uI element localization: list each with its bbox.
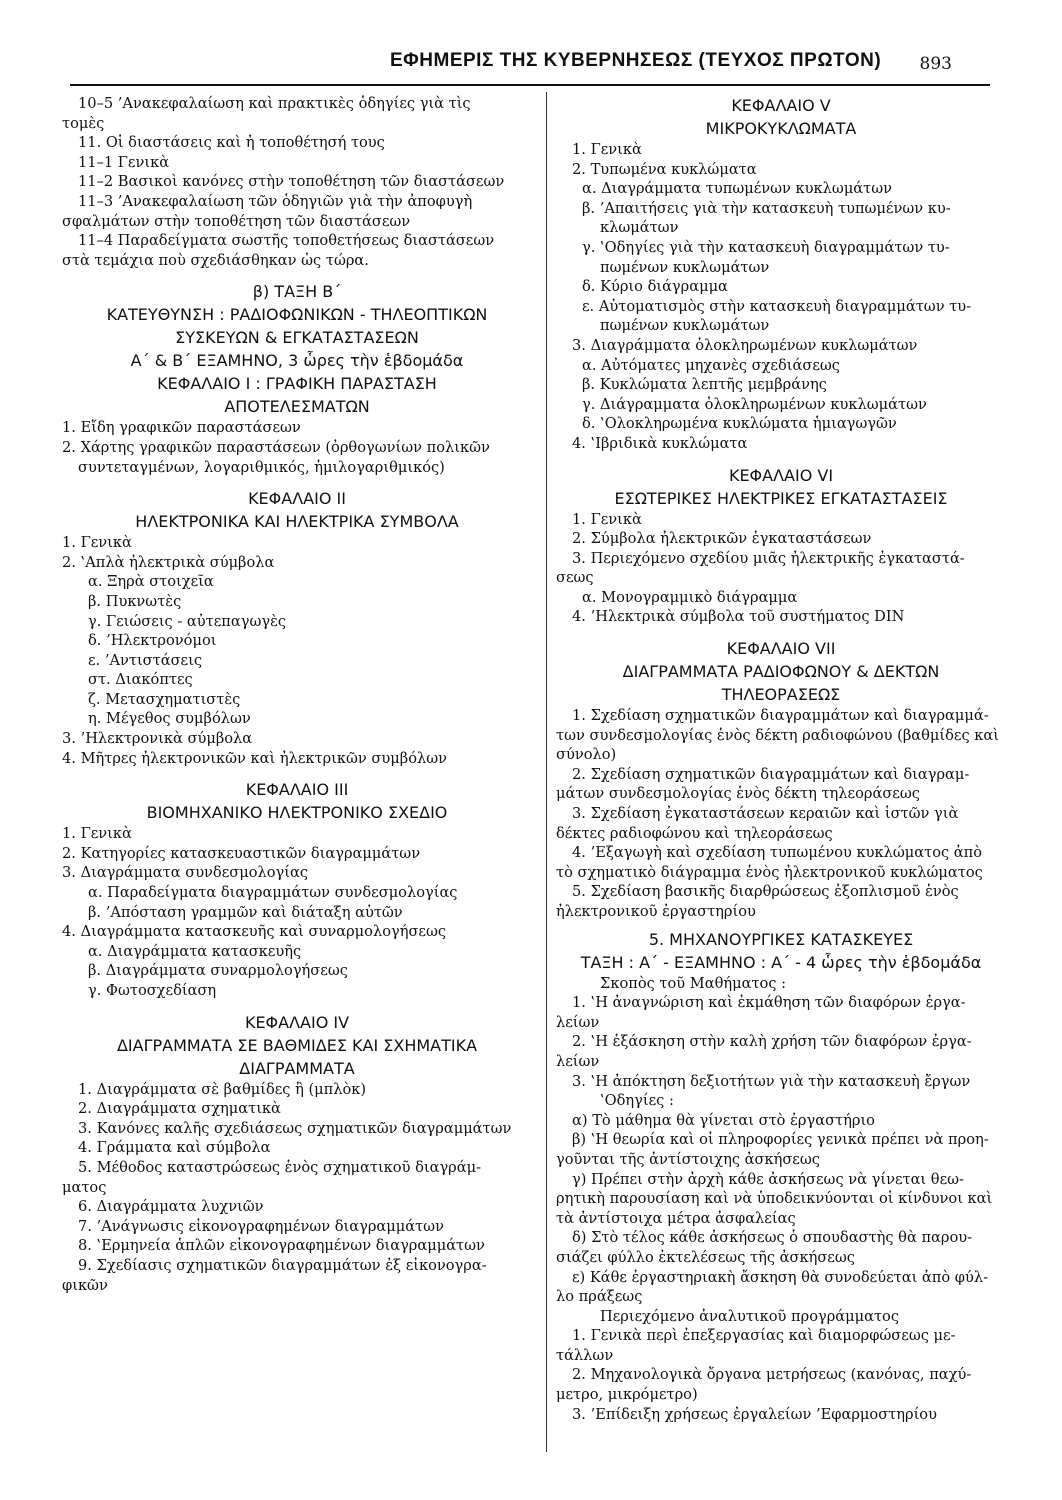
text-line: 9. Σχεδίασις σχηματικῶν διαγραμμάτων ἐξ εἰκονογρα- xyxy=(78,1256,487,1274)
text-line: α. Αὐτόματες μηχανὲς σχεδιάσεως xyxy=(582,356,840,374)
text-line: 1. Γενικὰ xyxy=(62,825,132,843)
section-heading: ΚΑΤΕΥΘΥΝΣΗ : ΡΑΔΙΟΦΩΝΙΚΩΝ - ΤΗΛΕΟΠΤΙΚΩΝ xyxy=(106,305,488,325)
text-line: σιάζει φύλλο ἐκτελέσεως τῆς ἀσκήσεως xyxy=(556,1248,855,1266)
text-line: 3. Περιεχόμενο σχεδίου μιᾶς ἠλεκτρικῆς ἐγκαταστά- xyxy=(572,549,965,567)
text-line: δέκτες ραδιοφώνου καὶ τηλεοράσεως xyxy=(556,824,833,842)
text-line: 1. Εἴδη γραφικῶν παραστάσεων xyxy=(62,419,301,437)
text-line: 3. ‛Η ἀπόκτηση δεξιοτήτων γιὰ τὴν κατασκευὴ ἔργων xyxy=(572,1072,971,1090)
section-heading: ΚΕΦΑΛΑΙΟ V xyxy=(731,96,831,115)
text-line: 10–5 ’Ανακεφαλαίωση καὶ πρακτικὲς ὁδηγίες γιὰ τὶς xyxy=(78,95,471,112)
section-heading: β) ΤΑΞΗ Β΄ xyxy=(252,282,342,302)
text-line: α. Ξηρὰ στοιχεῖα xyxy=(88,573,214,591)
text-line: σφαλμάτων στὴν τοποθέτηση τῶν διαστάσεων xyxy=(62,212,411,230)
page-number: 893 xyxy=(919,54,952,74)
spacer xyxy=(556,627,1006,637)
text-line: 2. ‛Απλὰ ἠλεκτρικὰ σύμβολα xyxy=(62,553,275,571)
text-line: 2. Σχεδίαση σχηματικῶν διαγραμμάτων καὶ διαγραμ- xyxy=(572,765,970,783)
text-line: 2. ‛Η ἐξάσκηση στὴν καλὴ χρήση τῶν διαφόρων ἐργα- xyxy=(572,1033,972,1051)
section-heading: Α΄ & Β΄ ΕΞΑΜΗΝΟ, 3 ὧρες τὴν ἑβδομάδα xyxy=(130,351,464,371)
text-line: στὰ τεμάχια ποὺ σχεδιάσθηκαν ὡς τώρα. xyxy=(62,251,369,269)
text-line: η. Μέγεθος συμβόλων xyxy=(88,710,251,728)
text-line: 4. Μῆτρες ἠλεκτρονικῶν καὶ ἠλεκτρικῶν συμβόλων xyxy=(62,749,447,767)
text-line: σεως xyxy=(556,569,594,587)
section-heading: ΜΙΚΡΟΚΥΚΛΩΜΑΤΑ xyxy=(705,119,857,138)
text-line: 1. ‛Η ἀναγνώριση καὶ ἐκμάθηση τῶν διαφόρων ἐργα- xyxy=(572,994,966,1012)
section-heading: ΚΕΦΑΛΑΙΟ ΙV xyxy=(244,1012,350,1032)
text-line: β) ‛Η θεωρία καὶ οἱ πληροφορίες γενικὰ πρέπει νὰ προη- xyxy=(572,1131,989,1149)
text-line: τομὲς xyxy=(62,114,105,132)
text-line: 11. Οἱ διαστάσεις καὶ ἡ τοποθέτησή τους xyxy=(78,134,385,152)
text-line: 2. Σύμβολα ἠλεκτρικῶν ἐγκαταστάσεων xyxy=(572,530,872,548)
text-line: τάλλων xyxy=(556,1346,614,1364)
text-line: ‛Οδηγίες : xyxy=(600,1092,674,1110)
text-line: γ. Γειώσεις - αὐτεπαγωγὲς xyxy=(88,612,287,630)
text-line: 2. Διαγράμματα σχηματικὰ xyxy=(78,1100,281,1118)
section-heading: ΚΕΦΑΛΑΙΟ ΙΙΙ xyxy=(245,780,349,800)
text-line: ζ. Μετασχηματιστὲς xyxy=(88,690,241,708)
section-heading: ΚΕΦΑΛΑΙΟ VI xyxy=(728,465,834,485)
text-line: δ. Κύριο διάγραμμα xyxy=(582,278,728,296)
section-heading: ΚΕΦΑΛΑΙΟ ΙΙ xyxy=(248,489,346,509)
text-line: σύνολο) xyxy=(556,746,617,764)
text-line: 7. ’Ανάγνωσις εἰκονογραφημένων διαγραμμάτων xyxy=(78,1217,444,1235)
text-line: ε. Αὐτοματισμὸς στὴν κατασκευὴ διαγραμμάτων τυ- xyxy=(582,297,972,315)
section-heading: ΚΕΦΑΛΑΙΟ VII xyxy=(726,639,836,659)
header-rule xyxy=(70,84,990,86)
text-line: γ. Φωτοσχεδίαση xyxy=(88,982,217,999)
text-line: 2. Κατηγορίες κατασκευαστικῶν διαγραμμάτων xyxy=(62,844,421,862)
text-line: γοῦνται τῆς ἀντίστοιχης ἀσκήσεως xyxy=(556,1150,820,1168)
text-line: μάτων συνδεσμολογίας ἑνὸς δέκτη τηλεοράσεως xyxy=(556,785,920,803)
section-heading: ΣΥΣΚΕΥΩΝ & ΕΓΚΑΤΑΣΤΑΣΕΩΝ xyxy=(175,328,419,348)
section-heading: ΔΙΑΓΡΑΜΜΑΤΑ xyxy=(239,1058,355,1078)
text-line: 4. ’Ηλεκτρικὰ σύμβολα τοῦ συστήματος DIN xyxy=(572,608,905,626)
text-line: β. Κυκλώματα λεπτῆς μεμβράνης xyxy=(582,376,827,394)
text-line: 1. Γενικὰ περὶ ἐπεξεργασίας καὶ διαμορφώσεως με- xyxy=(572,1327,956,1345)
text-line: 3. Σχεδίαση ἐγκαταστάσεων κεραιῶν καὶ ἱστῶν γιὰ xyxy=(572,805,959,823)
section-heading: ΗΛΕΚΤΡΟΝΙΚΑ ΚΑΙ ΗΛΕΚΤΡΙΚΑ ΣΥΜΒΟΛΑ xyxy=(135,512,459,532)
text-line: 5. Μέθοδος καταστρώσεως ἑνὸς σχηματικοῦ διαγράμ- xyxy=(78,1158,482,1176)
text-line: γ. Διάγραμματα ὁλοκληρωμένων κυκλωμάτων xyxy=(582,395,927,413)
spacer xyxy=(62,270,532,280)
text-line: α) Τὸ μάθημα θὰ γίνεται στὸ ἐργαστήριο xyxy=(572,1111,875,1129)
text-line: α. Μονογραμμικὸ διάγραμμα xyxy=(582,588,798,606)
text-line: 4. ’Εξαγωγὴ καὶ σχεδίαση τυπωμένου κυκλώματος ἀπὸ xyxy=(572,844,983,862)
text-line: ε. ’Αντιστάσεις xyxy=(88,651,202,669)
text-line: 3. Διαγράμματα ὁλοκληρωμένων κυκλωμάτων xyxy=(572,336,918,354)
text-line: φικῶν xyxy=(62,1276,108,1294)
spacer xyxy=(62,1001,532,1011)
text-line: 2. Τυπωμένα κυκλώματα xyxy=(572,160,757,178)
right-column xyxy=(556,94,1006,1424)
section-heading: 5. ΜΗΧΑΝΟΥΡΓΙΚΕΣ ΚΑΤΑΣΚΕΥΕΣ xyxy=(648,929,914,949)
text-line: συντεταγμένων, λογαριθμικός, ἡμιλογαριθμικός) xyxy=(78,458,445,476)
section-heading: ΒΙΟΜΗΧΑΝΙΚΟ ΗΛΕΚΤΡΟΝΙΚΟ ΣΧΕΔΙΟ xyxy=(146,803,448,823)
text-line: Σκοπὸς τοῦ Μαθήματος : xyxy=(600,974,787,992)
text-line: 1. Γενικὰ xyxy=(62,534,132,552)
text-line: 11–1 Γενικὰ xyxy=(78,153,170,171)
spacer xyxy=(62,768,532,778)
page-header xyxy=(70,44,990,84)
text-line: μετρο, μικρόμετρο) xyxy=(556,1386,698,1404)
section-heading: ΕΣΩΤΕΡΙΚΕΣ ΗΛΕΚΤΡΙΚΕΣ ΕΓΚΑΤΑΣΤΑΣΕΙΣ xyxy=(614,488,948,508)
text-line: δ) Στὸ τέλος κάθε ἀσκήσεως ὁ σπουδαστὴς θὰ παρου- xyxy=(572,1229,973,1247)
text-line: ε) Κάθε ἐργαστηριακὴ ἄσκηση θὰ συνοδεύεται ἀπὸ φύλ- xyxy=(572,1268,989,1286)
text-line: β. ’Απαιτήσεις γιὰ τὴν κατασκευὴ τυπωμένων κυ- xyxy=(582,199,951,217)
spacer xyxy=(62,477,532,487)
section-heading: ΤΑΞΗ : Α΄ - ΕΞΑΜΗΝΟ : Α΄ - 4 ὧρες τὴν ἑβδομάδα xyxy=(580,952,982,972)
column-divider xyxy=(546,92,547,1452)
text-line: 8. ‛Ερμηνεία ἁπλῶν εἰκονογραφημένων διαγραμμάτων xyxy=(78,1237,485,1255)
text-line: ἠλεκτρονικοῦ ἐργαστηρίου xyxy=(556,903,756,920)
text-line: 1. Γενικὰ xyxy=(572,141,642,158)
text-line: 11–2 Βασικοὶ κανόνες στὴν τοποθέτηση τῶν διαστάσεων xyxy=(78,173,505,191)
text-line: α. Παραδείγματα διαγραμμάτων συνδεσμολογίας xyxy=(88,884,458,902)
text-line: πωμένων κυκλωμάτων xyxy=(600,317,770,335)
section-heading: ΤΗΛΕΟΡΑΣΕΩΣ xyxy=(721,685,841,705)
text-line: 6. Διαγράμματα λυχνιῶν xyxy=(78,1198,264,1216)
section-heading: ΑΠΟΤΕΛΕΣΜΑΤΩΝ xyxy=(224,397,370,417)
text-line: 11–4 Παραδείγματα σωστῆς τοποθετήσεως διαστάσεων xyxy=(78,232,495,250)
text-line: 1. Διαγράμματα σὲ βαθμίδες ἢ (μπλὸκ) xyxy=(78,1080,367,1098)
text-line: 1. Γενικὰ xyxy=(572,510,642,528)
text-line: α. Διαγράμματα τυπωμένων κυκλωμάτων xyxy=(582,180,893,198)
left-column xyxy=(62,94,532,1295)
text-line: λο πράξεως xyxy=(556,1288,643,1306)
text-line: 1. Σχεδίαση σχηματικῶν διαγραμμάτων καὶ διαγραμμά- xyxy=(572,707,989,725)
section-heading: ΚΕΦΑΛΑΙΟ Ι : ΓΡΑΦΙΚΗ ΠΑΡΑΣΤΑΣΗ xyxy=(157,374,437,394)
text-line: β. ’Απόσταση γραμμῶν καὶ διάταξη αὐτῶν xyxy=(88,903,403,921)
text-line: 3. ’Ηλεκτρονικὰ σύμβολα xyxy=(62,730,253,748)
text-line: 2. Χάρτης γραφικῶν παραστάσεων (ὀρθογωνίων πολικῶν xyxy=(62,438,490,456)
text-line: Περιεχόμενο ἀναλυτικοῦ προγράμματος xyxy=(600,1307,900,1325)
section-heading: ΔΙΑΓΡΑΜΜΑΤΑ ΡΑΔΙΟΦΩΝΟΥ & ΔΕΚΤΩΝ xyxy=(622,662,940,682)
text-line: 2. Μηχανολογικὰ ὄργανα μετρήσεως (κανόνας, παχύ- xyxy=(572,1366,972,1384)
text-line: 11–3 ’Ανακεφαλαίωση τῶν ὁδηγιῶν γιὰ τὴν ἀποφυγὴ xyxy=(78,192,473,210)
text-line: στ. Διακόπτες xyxy=(88,671,193,689)
gazette-title: ΕΦΗΜΕΡΙΣ ΤΗΣ ΚΥΒΕΡΝΗΣΕΩΣ (ΤΕΥΧΟΣ ΠΡΩΤΟΝ) xyxy=(390,50,882,71)
text-line: α. Διαγράμματα κατασκευῆς xyxy=(88,942,302,960)
text-line: δ. ’Ηλεκτρονόμοι xyxy=(88,632,217,650)
text-line: δ. ‛Ολοκληρωμένα κυκλώματα ἡμιαγωγῶν xyxy=(582,415,897,433)
text-line: λείων xyxy=(556,1052,600,1070)
text-line: ρητικὴ παρουσίαση καὶ νὰ ὑποδεικνύονται οἱ κίνδυνοι καὶ xyxy=(556,1190,993,1208)
text-line: 3. Διαγράμματα συνδεσμολογίας xyxy=(62,864,309,882)
text-line: τὰ ἀντίστοιχα μέτρα ἀσφαλείας xyxy=(556,1209,796,1227)
text-line: 4. Γράμματα καὶ σύμβολα xyxy=(78,1139,271,1157)
text-line: β. Πυκνωτὲς xyxy=(88,592,182,610)
text-line: γ. ‛Οδηγίες γιὰ τὴν κατασκευὴ διαγραμμάτων τυ- xyxy=(582,238,950,256)
text-line: πωμένων κυκλωμάτων xyxy=(600,258,770,276)
spacer xyxy=(556,454,1006,464)
text-line: ματος xyxy=(62,1178,107,1196)
text-line: κλωμάτων xyxy=(600,219,679,237)
text-line: 5. Σχεδίαση βασικῆς διαρθρώσεως ἐξοπλισμοῦ ἑνὸς xyxy=(572,883,959,901)
text-line: 4. ‛Ιβριδικὰ κυκλώματα xyxy=(572,434,748,452)
text-line: τὸ σχηματικὸ διάγραμμα ἑνὸς ἠλεκτρονικοῦ κυκλώματος xyxy=(556,863,983,881)
text-line: λείων xyxy=(556,1013,600,1031)
text-line: γ) Πρέπει στὴν ἀρχὴ κάθε ἀσκήσεως νὰ γίνεται θεω- xyxy=(572,1170,964,1188)
text-line: β. Διαγράμματα συναρμολογήσεως xyxy=(88,962,348,980)
text-line: των συνδεσμολογίας ἑνὸς δέκτη ραδιοφώνου (βαθμίδες καὶ xyxy=(556,726,999,744)
text-line: 4. Διαγράμματα κατασκευῆς καὶ συναρμολογήσεως xyxy=(62,923,447,941)
text-line: 3. Κανόνες καλῆς σχεδιάσεως σχηματικῶν διαγραμμάτων xyxy=(78,1119,512,1137)
section-heading: ΔΙΑΓΡΑΜΜΑΤΑ ΣΕ ΒΑΘΜΙΔΕΣ ΚΑΙ ΣΧΗΜΑΤΙΚΑ xyxy=(116,1035,478,1055)
text-line: 3. ’Επίδειξη χρήσεως ἐργαλείων ’Εφαρμοστηρίου xyxy=(572,1405,937,1423)
